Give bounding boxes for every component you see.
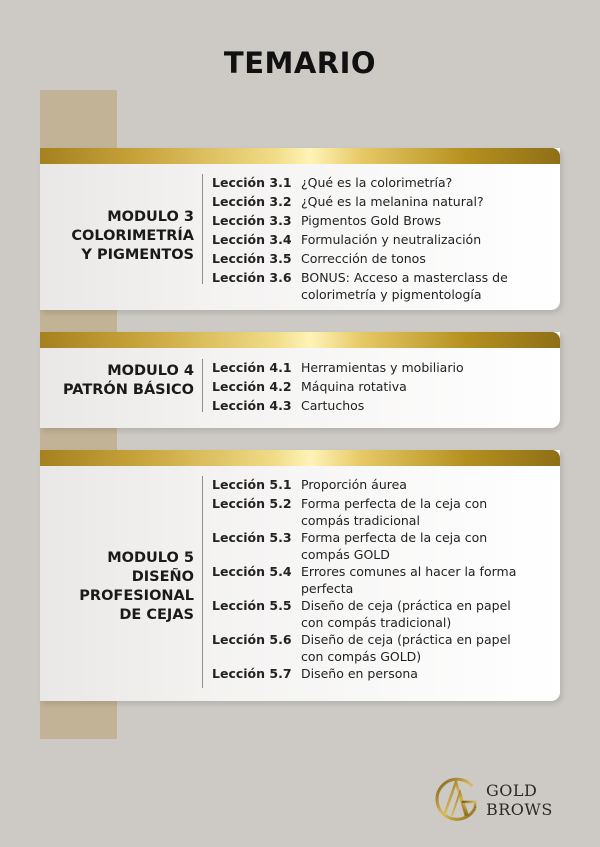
module-card-3 bbox=[40, 148, 560, 310]
lesson-title: ¿Qué es la melanina natural? bbox=[301, 194, 484, 209]
lesson-number: Lección 4.1 bbox=[212, 360, 292, 375]
lesson-item bbox=[212, 231, 523, 250]
logo-line-1: GOLD bbox=[486, 781, 538, 800]
gold-band bbox=[40, 332, 560, 348]
lesson-number: Lección 3.4 bbox=[212, 232, 292, 247]
lesson-item bbox=[212, 212, 523, 231]
module-title-line: PROFESIONAL bbox=[79, 588, 194, 604]
lesson-number: Lección 3.6 bbox=[212, 270, 292, 285]
decorative-tan-bar bbox=[40, 427, 117, 451]
lesson-item bbox=[212, 529, 523, 563]
gold-band bbox=[40, 148, 560, 164]
lesson-title: Errores comunes al hacer la forma perfecta bbox=[301, 564, 517, 596]
lesson-number: Lección 4.2 bbox=[212, 379, 292, 394]
lesson-number: Lección 3.3 bbox=[212, 213, 292, 228]
lesson-title: Forma perfecta de la ceja con compás GOLD bbox=[301, 530, 488, 562]
module-title-line: Y PIGMENTOS bbox=[81, 247, 194, 263]
lesson-item bbox=[212, 631, 523, 665]
module-card-4 bbox=[40, 332, 560, 428]
lesson-title: Formulación y neutralización bbox=[301, 232, 482, 247]
lesson-title: Diseño en persona bbox=[301, 666, 418, 681]
gold-band bbox=[40, 450, 560, 466]
gold-brows-logo bbox=[428, 772, 558, 828]
lesson-title: Forma perfecta de la ceja con compás tradicional bbox=[301, 496, 488, 528]
lesson-number: Lección 5.6 bbox=[212, 632, 292, 647]
lesson-title: Pigmentos Gold Brows bbox=[301, 213, 442, 228]
lesson-number: Lección 5.7 bbox=[212, 666, 292, 681]
module-title-line: DISEÑO bbox=[131, 569, 194, 585]
lesson-title: Proporción áurea bbox=[301, 477, 407, 492]
lesson-number: Lección 3.5 bbox=[212, 251, 292, 266]
module-title bbox=[71, 208, 194, 265]
module-title bbox=[63, 362, 194, 400]
lesson-number: Lección 5.4 bbox=[212, 564, 292, 579]
module-title-line: COLORIMETRÍA bbox=[71, 228, 194, 244]
lesson-title: Diseño de ceja (práctica en papel con compás tradicional) bbox=[301, 598, 511, 630]
page-title: TEMARIO bbox=[223, 46, 377, 80]
lesson-number: Lección 3.1 bbox=[212, 175, 292, 190]
lesson-item bbox=[212, 665, 523, 684]
lesson-item bbox=[212, 563, 523, 597]
module-card-5 bbox=[40, 450, 560, 701]
lesson-title: Máquina rotativa bbox=[301, 379, 407, 394]
decorative-tan-bar bbox=[40, 700, 117, 739]
lesson-number: Lección 4.3 bbox=[212, 398, 292, 413]
module-title bbox=[79, 549, 194, 625]
lesson-item bbox=[212, 269, 523, 303]
lesson-title: Herramientas y mobiliario bbox=[301, 360, 464, 375]
lesson-number: Lección 5.1 bbox=[212, 477, 292, 492]
decorative-tan-bar bbox=[40, 309, 117, 333]
lesson-item bbox=[212, 476, 523, 495]
lesson-item bbox=[212, 193, 523, 212]
lesson-item bbox=[212, 495, 523, 529]
module-title-line: MODULO 4 bbox=[107, 363, 194, 379]
lesson-number: Lección 5.3 bbox=[212, 530, 292, 545]
logo-text bbox=[486, 781, 553, 819]
module-title-line: DE CEJAS bbox=[119, 607, 194, 623]
module-title-line: PATRÓN BÁSICO bbox=[62, 382, 194, 398]
lesson-number: Lección 5.5 bbox=[212, 598, 292, 613]
lesson-number: Lección 3.2 bbox=[212, 194, 292, 209]
lesson-number: Lección 5.2 bbox=[212, 496, 292, 511]
lesson-item bbox=[212, 597, 523, 631]
lesson-item bbox=[212, 359, 523, 378]
lesson-list bbox=[202, 359, 523, 412]
lesson-item bbox=[212, 250, 523, 269]
lesson-title: Diseño de ceja (práctica en papel con compás GOLD) bbox=[301, 632, 511, 664]
module-title-line: MODULO 5 bbox=[107, 550, 194, 566]
lesson-list bbox=[202, 174, 523, 302]
lesson-title: Cartuchos bbox=[301, 398, 365, 413]
gold-brows-monogram-icon bbox=[428, 772, 484, 828]
lesson-title: ¿Qué es la colorimetría? bbox=[301, 175, 453, 190]
lesson-item bbox=[212, 174, 523, 193]
logo-line-2: BROWS bbox=[486, 800, 553, 819]
lesson-item bbox=[212, 378, 523, 397]
lesson-title: BONUS: Acceso a masterclass de colorimetría y pigmentología bbox=[301, 270, 508, 302]
module-title-line: MODULO 3 bbox=[107, 209, 194, 225]
decorative-tan-bar bbox=[40, 90, 117, 150]
lesson-item bbox=[212, 397, 523, 416]
lesson-list bbox=[202, 476, 523, 688]
lesson-title: Corrección de tonos bbox=[301, 251, 426, 266]
